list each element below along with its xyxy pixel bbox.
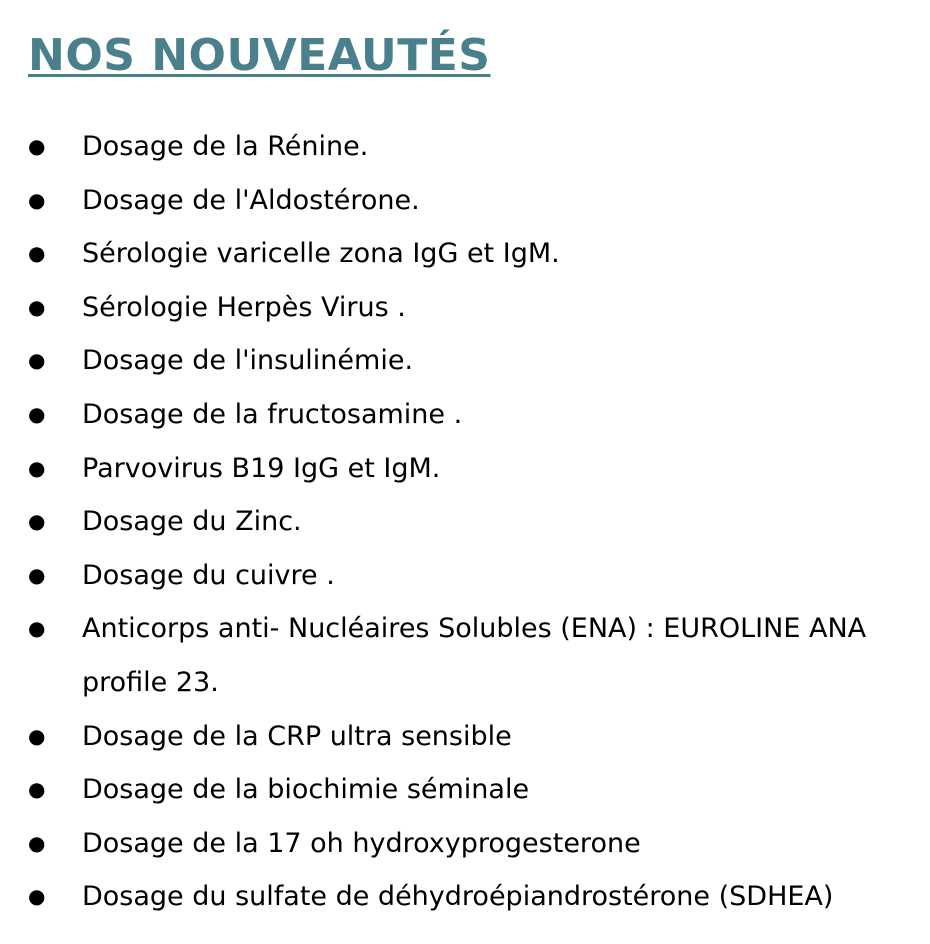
list-item-text: Dosage de l'insulinémie. (82, 345, 414, 377)
list-item (0, 763, 930, 817)
list-item (0, 227, 930, 281)
bullet-icon: ● (28, 616, 46, 641)
list-item-text: Parvovirus B19 IgG et IgM. (82, 452, 441, 484)
bullet-icon: ● (28, 455, 46, 480)
bullet-icon: ● (28, 884, 46, 909)
list-item-text: Dosage de la biochimie séminale (82, 774, 530, 806)
bullet-icon: ● (28, 294, 46, 319)
list-item-text: Dosage de la 17 oh hydroxyprogesterone (82, 827, 641, 859)
list-item (0, 710, 930, 764)
list-item (0, 388, 930, 442)
bullet-icon: ● (28, 348, 46, 373)
bullet-icon: ● (28, 241, 46, 266)
bullet-icon: ● (28, 401, 46, 426)
list-item-text: Dosage du Zinc. (82, 506, 302, 538)
list-item-text: Dosage de la CRP ultra sensible (82, 720, 512, 752)
list-item (0, 817, 930, 871)
list-item-text: Sérologie Herpès Virus . (82, 291, 406, 323)
bullet-icon: ● (28, 187, 46, 212)
list-item-text: Dosage de la fructosamine . (82, 398, 463, 430)
bullet-icon: ● (28, 134, 46, 158)
list-item (0, 870, 930, 924)
list-item (0, 281, 930, 335)
list-item (0, 120, 930, 174)
bullet-icon: ● (28, 562, 46, 587)
bullet-icon: ● (28, 777, 46, 802)
list-item-text: Dosage du cuivre . (82, 559, 335, 591)
new-tests-list (0, 120, 930, 924)
list-item (0, 602, 930, 709)
bullet-icon: ● (28, 723, 46, 748)
list-item-text: Dosage de l'Aldostérone. (82, 184, 420, 216)
bullet-icon: ● (28, 830, 46, 855)
list-item (0, 495, 930, 549)
list-item-text: Dosage de la Rénine. (82, 131, 369, 162)
bullet-icon: ● (28, 509, 46, 534)
list-item-text: Sérologie varicelle zona IgG et IgM. (82, 238, 560, 270)
list-item (0, 549, 930, 603)
list-item-text: Anticorps anti- Nucléaires Solubles (ENA) : EUROLINE ANA profile 23. (82, 613, 867, 698)
page-title: NOS NOUVEAUTÉS (28, 30, 491, 81)
list-item-text: Dosage du sulfate de déhydroépiandrostérone (SDHEA) (82, 881, 834, 913)
list-item (0, 442, 930, 496)
list-item (0, 174, 930, 228)
list-item (0, 334, 930, 388)
